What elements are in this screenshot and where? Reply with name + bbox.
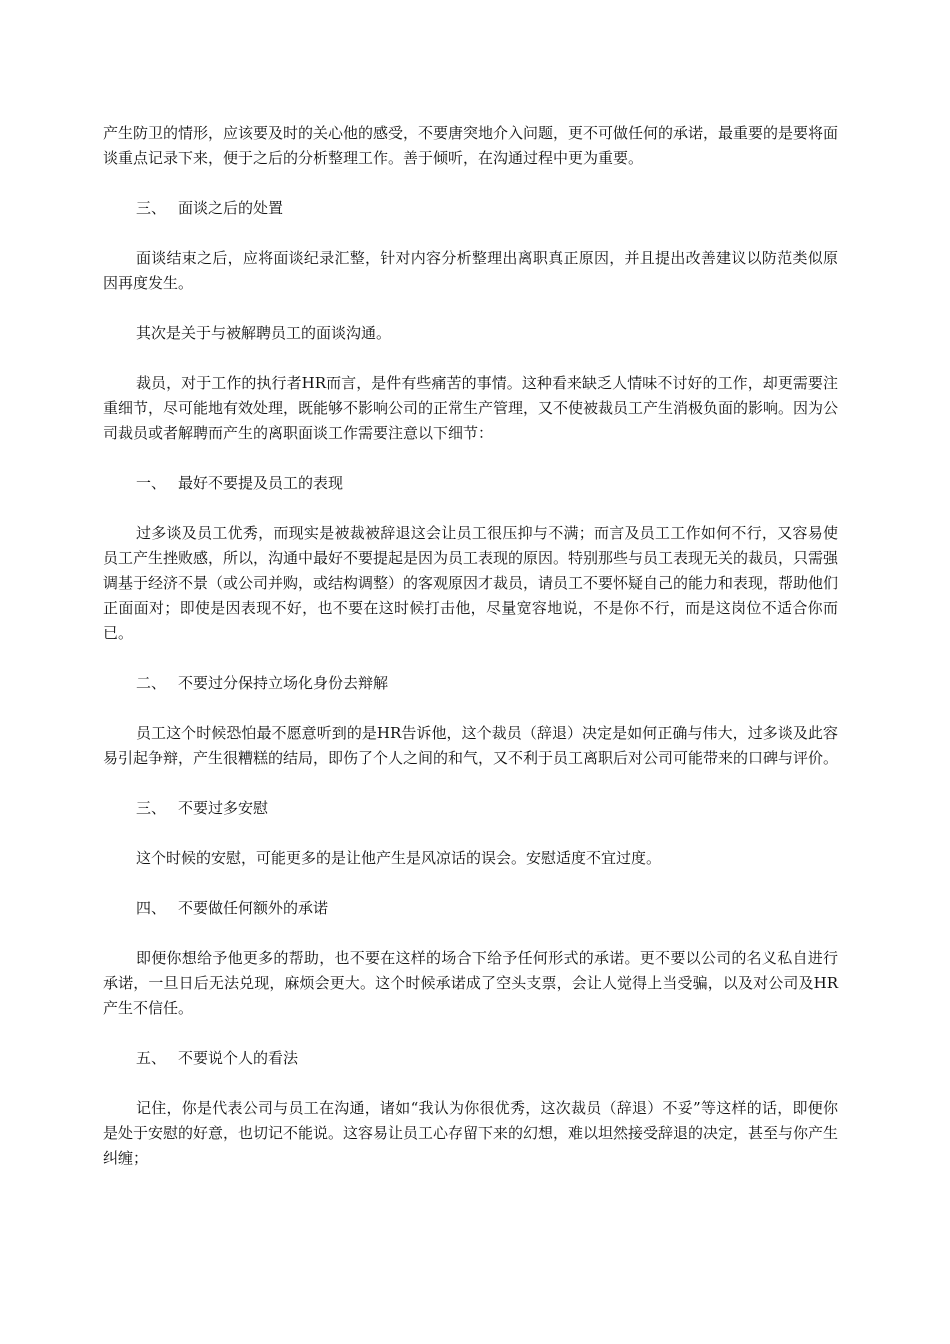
heading-number: 五、 [136, 1049, 167, 1067]
heading-number: 三、 [136, 799, 167, 817]
paragraph: 其次是关于与被解聘员工的面谈沟通。 [136, 324, 392, 342]
heading-text: 不要过多安慰 [178, 799, 269, 817]
paragraph: 面谈结束之后，应将面谈纪录汇整，针对内容分析整理出离职真正原因，并且提出改善建议以防范类似原因再度发生。 [103, 249, 838, 292]
heading-number: 三、 [136, 199, 167, 217]
heading-text: 不要说个人的看法 [178, 1049, 299, 1067]
paragraph: 过多谈及员工优秀，而现实是被裁被辞退这会让员工很压抑与不满；而言及员工工作如何不行，又容易使员工产生挫败感，所以，沟通中最好不要提起是因为员工表现的原因。特别那些与员工表现无关的裁员，只需强调基于经济不景（或公司并购，或结构调整）的客观原因才裁员，请员工不要怀疑自己的能力和表现，帮助他们正面面对；即使是因表现不好，也不要在这时候打击他，尽量宽容地说，不是你不行，而是这岗位不适合你而已。 [103, 524, 839, 642]
section-heading [103, 471, 838, 496]
document-body [103, 121, 838, 1196]
paragraph: 这个时候的安慰，可能更多的是让他产生是风凉话的误会。安慰适度不宜过度。 [136, 849, 662, 867]
heading-text: 不要做任何额外的承诺 [178, 899, 329, 917]
paragraph: 产生防卫的情形，应该要及时的关心他的感受，不要唐突地介入问题，更不可做任何的承诺，最重要的是要将面谈重点记录下来，便于之后的分析整理工作。善于倾听，在沟通过程中更为重要。 [103, 124, 839, 167]
heading-number: 四、 [136, 899, 167, 917]
section-heading [103, 671, 838, 696]
heading-number: 二、 [136, 674, 167, 692]
heading-text: 面谈之后的处置 [178, 199, 284, 217]
heading-number: 一、 [136, 474, 167, 492]
section-heading [103, 796, 838, 821]
section-heading [103, 1046, 838, 1071]
section-heading [103, 196, 838, 221]
heading-text: 最好不要提及员工的表现 [178, 474, 344, 492]
paragraph: 记住，你是代表公司与员工在沟通，诸如“我认为你很优秀，这次裁员（辞退）不妥”等这样的话，即便你是处于安慰的好意，也切记不能说。这容易让员工心存留下来的幻想，难以坦然接受辞退的决定，甚至与你产生纠缠； [103, 1099, 839, 1167]
paragraph: 裁员，对于工作的执行者HR而言，是件有些痛苦的事情。这种看来缺乏人情味不讨好的工作，却更需要注重细节，尽可能地有效处理，既能够不影响公司的正常生产管理，又不使被裁员工产生消极负面的影响。因为公司裁员或者解聘而产生的离职面谈工作需要注意以下细节： [103, 374, 839, 442]
heading-text: 不要过分保持立场化身份去辩解 [178, 674, 389, 692]
paragraph: 即便你想给予他更多的帮助，也不要在这样的场合下给予任何形式的承诺。更不要以公司的名义私自进行承诺，一旦日后无法兑现，麻烦会更大。这个时候承诺成了空头支票，会让人觉得上当受骗，以及对公司及HR产生不信任。 [103, 949, 838, 1017]
section-heading [103, 896, 838, 921]
paragraph: 员工这个时候恐怕最不愿意听到的是HR告诉他，这个裁员（辞退）决定是如何正确与伟大，过多谈及此容易引起争辩，产生很糟糕的结局，即伤了个人之间的和气，又不利于员工离职后对公司可能带来的口碑与评价。 [103, 724, 839, 767]
